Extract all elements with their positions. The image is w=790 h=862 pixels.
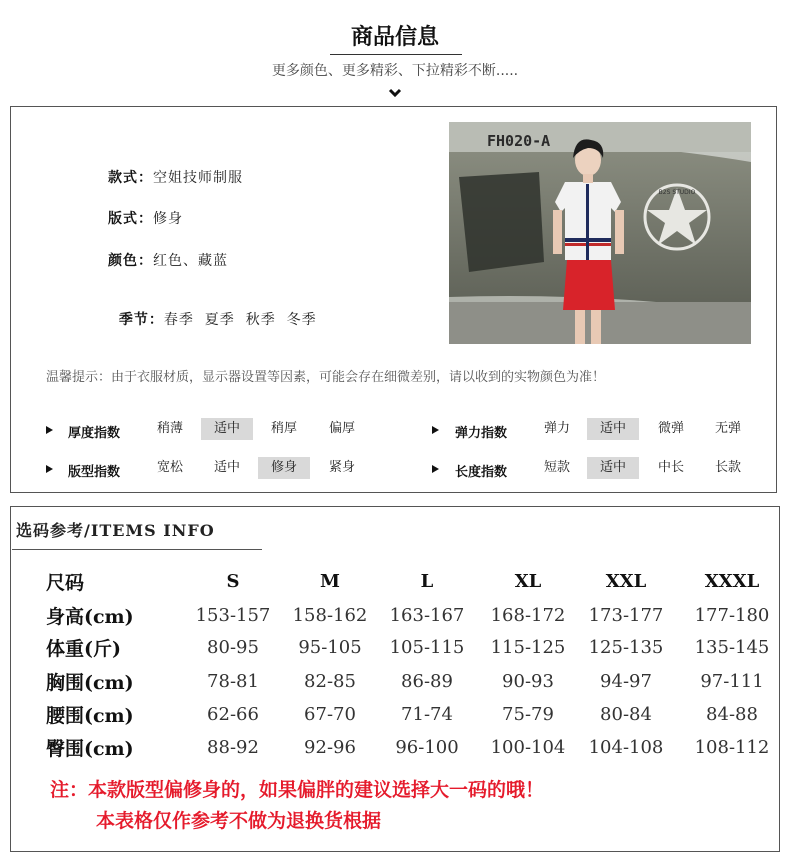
size-col-s: S <box>226 571 240 592</box>
index-fit-option-selected[interactable]: 修身 <box>258 457 310 479</box>
size-row-label: 臀围(cm) <box>46 738 134 760</box>
index-length-option[interactable]: 中长 <box>657 460 684 475</box>
index-elasticity-option[interactable]: 微弹 <box>657 421 684 436</box>
size-cell: 173-177 <box>588 605 664 626</box>
size-cell: 62-66 <box>207 704 259 725</box>
index-thickness-label: 厚度指数 <box>68 426 121 441</box>
attr-fit-key: 版式 <box>108 211 138 227</box>
size-col-xxl: XXL <box>605 571 647 592</box>
index-elasticity-option-selected[interactable]: 适中 <box>587 418 639 440</box>
index-thickness-option-selected[interactable]: 适中 <box>201 418 253 440</box>
size-cell: 108-112 <box>694 737 770 758</box>
index-length-option[interactable]: 长款 <box>714 460 741 475</box>
index-fit-label: 版型指数 <box>68 465 121 480</box>
size-note-line2: 本表格仅作参考不做为退换货根据 <box>96 810 382 832</box>
size-cell: 78-81 <box>207 671 259 692</box>
size-cell: 80-84 <box>600 704 652 725</box>
triangle-right-icon <box>46 465 53 473</box>
size-col-l: L <box>420 571 434 592</box>
size-row-label: 胸围(cm) <box>46 672 134 694</box>
product-photo <box>449 122 751 344</box>
attr-color-key: 颜色 <box>108 253 138 269</box>
index-elasticity-option[interactable]: 弹力 <box>543 421 570 436</box>
index-fit-option[interactable]: 紧身 <box>328 460 355 475</box>
emblem-text: B2S STUDIO <box>658 189 696 196</box>
size-cell: 125-135 <box>588 637 664 658</box>
size-cell: 96-100 <box>395 737 459 758</box>
size-cell: 177-180 <box>694 605 770 626</box>
size-cell: 88-92 <box>207 737 259 758</box>
attr-color-value: 红色、藏蓝 <box>153 253 228 269</box>
size-cell: 94-97 <box>600 671 652 692</box>
index-length-label: 长度指数 <box>455 465 508 480</box>
chevron-down-icon[interactable] <box>388 86 402 100</box>
size-row-label: 腰围(cm) <box>46 705 134 727</box>
attr-color: 颜色：红色、藏蓝 <box>108 253 228 269</box>
size-row-label: 体重(斤) <box>46 638 121 660</box>
size-cell: 135-145 <box>694 637 770 658</box>
size-cell: 92-96 <box>304 737 356 758</box>
attr-style: 款式：空姐技师制服 <box>108 170 243 186</box>
index-fit-option[interactable]: 宽松 <box>156 460 183 475</box>
size-col-xxxl: XXXL <box>704 571 760 592</box>
index-fit-option[interactable]: 适中 <box>213 460 240 475</box>
size-cell: 104-108 <box>588 737 664 758</box>
index-thickness-option[interactable]: 稍厚 <box>270 421 297 436</box>
attr-fit-value: 修身 <box>153 211 183 227</box>
page-subtitle: 更多颜色、更多精彩、下拉精彩不断..... <box>271 63 519 79</box>
attr-season: 季节：春季 夏季 秋季 冬季 <box>118 312 317 328</box>
page-title: 商品信息 <box>350 25 439 50</box>
size-title-underline <box>12 549 262 550</box>
attr-style-key: 款式 <box>108 170 138 186</box>
attr-season-value: 春季 夏季 秋季 冬季 <box>163 312 317 328</box>
size-cell: 158-162 <box>292 605 368 626</box>
index-elasticity-option[interactable]: 无弹 <box>714 421 741 436</box>
index-thickness-option[interactable]: 稍薄 <box>156 421 183 436</box>
size-cell: 168-172 <box>490 605 566 626</box>
triangle-right-icon <box>432 426 439 434</box>
attr-fit: 版式：修身 <box>108 211 183 227</box>
index-thickness-option[interactable]: 偏厚 <box>328 421 355 436</box>
size-cell: 67-70 <box>304 704 356 725</box>
size-col-m: M <box>320 571 340 592</box>
triangle-right-icon <box>432 465 439 473</box>
aircraft-code: FH020-A <box>487 132 551 150</box>
size-cell: 86-89 <box>401 671 453 692</box>
size-cell: 115-125 <box>490 637 566 658</box>
index-length-option[interactable]: 短款 <box>543 460 570 475</box>
size-cell: 71-74 <box>401 704 453 725</box>
size-cell: 95-105 <box>298 637 362 658</box>
size-cell: 153-157 <box>195 605 271 626</box>
size-cell: 163-167 <box>389 605 465 626</box>
attr-season-key: 季节 <box>118 312 149 328</box>
size-cell: 97-111 <box>700 671 764 692</box>
size-cell: 84-88 <box>706 704 758 725</box>
notice-tip: 温馨提示：由于衣服材质，显示器设置等因素，可能会存在细微差别，请以收到的实物颜色为准！ <box>46 370 606 385</box>
size-cell: 90-93 <box>502 671 554 692</box>
size-col-xl: XL <box>514 571 542 592</box>
triangle-right-icon <box>46 426 53 434</box>
size-row-label: 身高(cm) <box>46 606 134 628</box>
size-cell: 105-115 <box>389 637 465 658</box>
index-elasticity-label: 弹力指数 <box>455 426 508 441</box>
size-cell: 80-95 <box>207 637 259 658</box>
attr-style-value: 空姐技师制服 <box>153 170 243 186</box>
size-info-title: 选码参考/ITEMS INFO <box>16 521 215 540</box>
size-cell: 82-85 <box>304 671 356 692</box>
size-cell: 100-104 <box>490 737 566 758</box>
size-note-line1: 注：本款版型偏修身的，如果偏胖的建议选择大一码的哦！ <box>50 779 545 801</box>
index-length-option-selected[interactable]: 适中 <box>587 457 639 479</box>
title-underline <box>330 54 462 55</box>
size-cell: 75-79 <box>502 704 554 725</box>
size-header-label: 尺码 <box>46 572 85 594</box>
